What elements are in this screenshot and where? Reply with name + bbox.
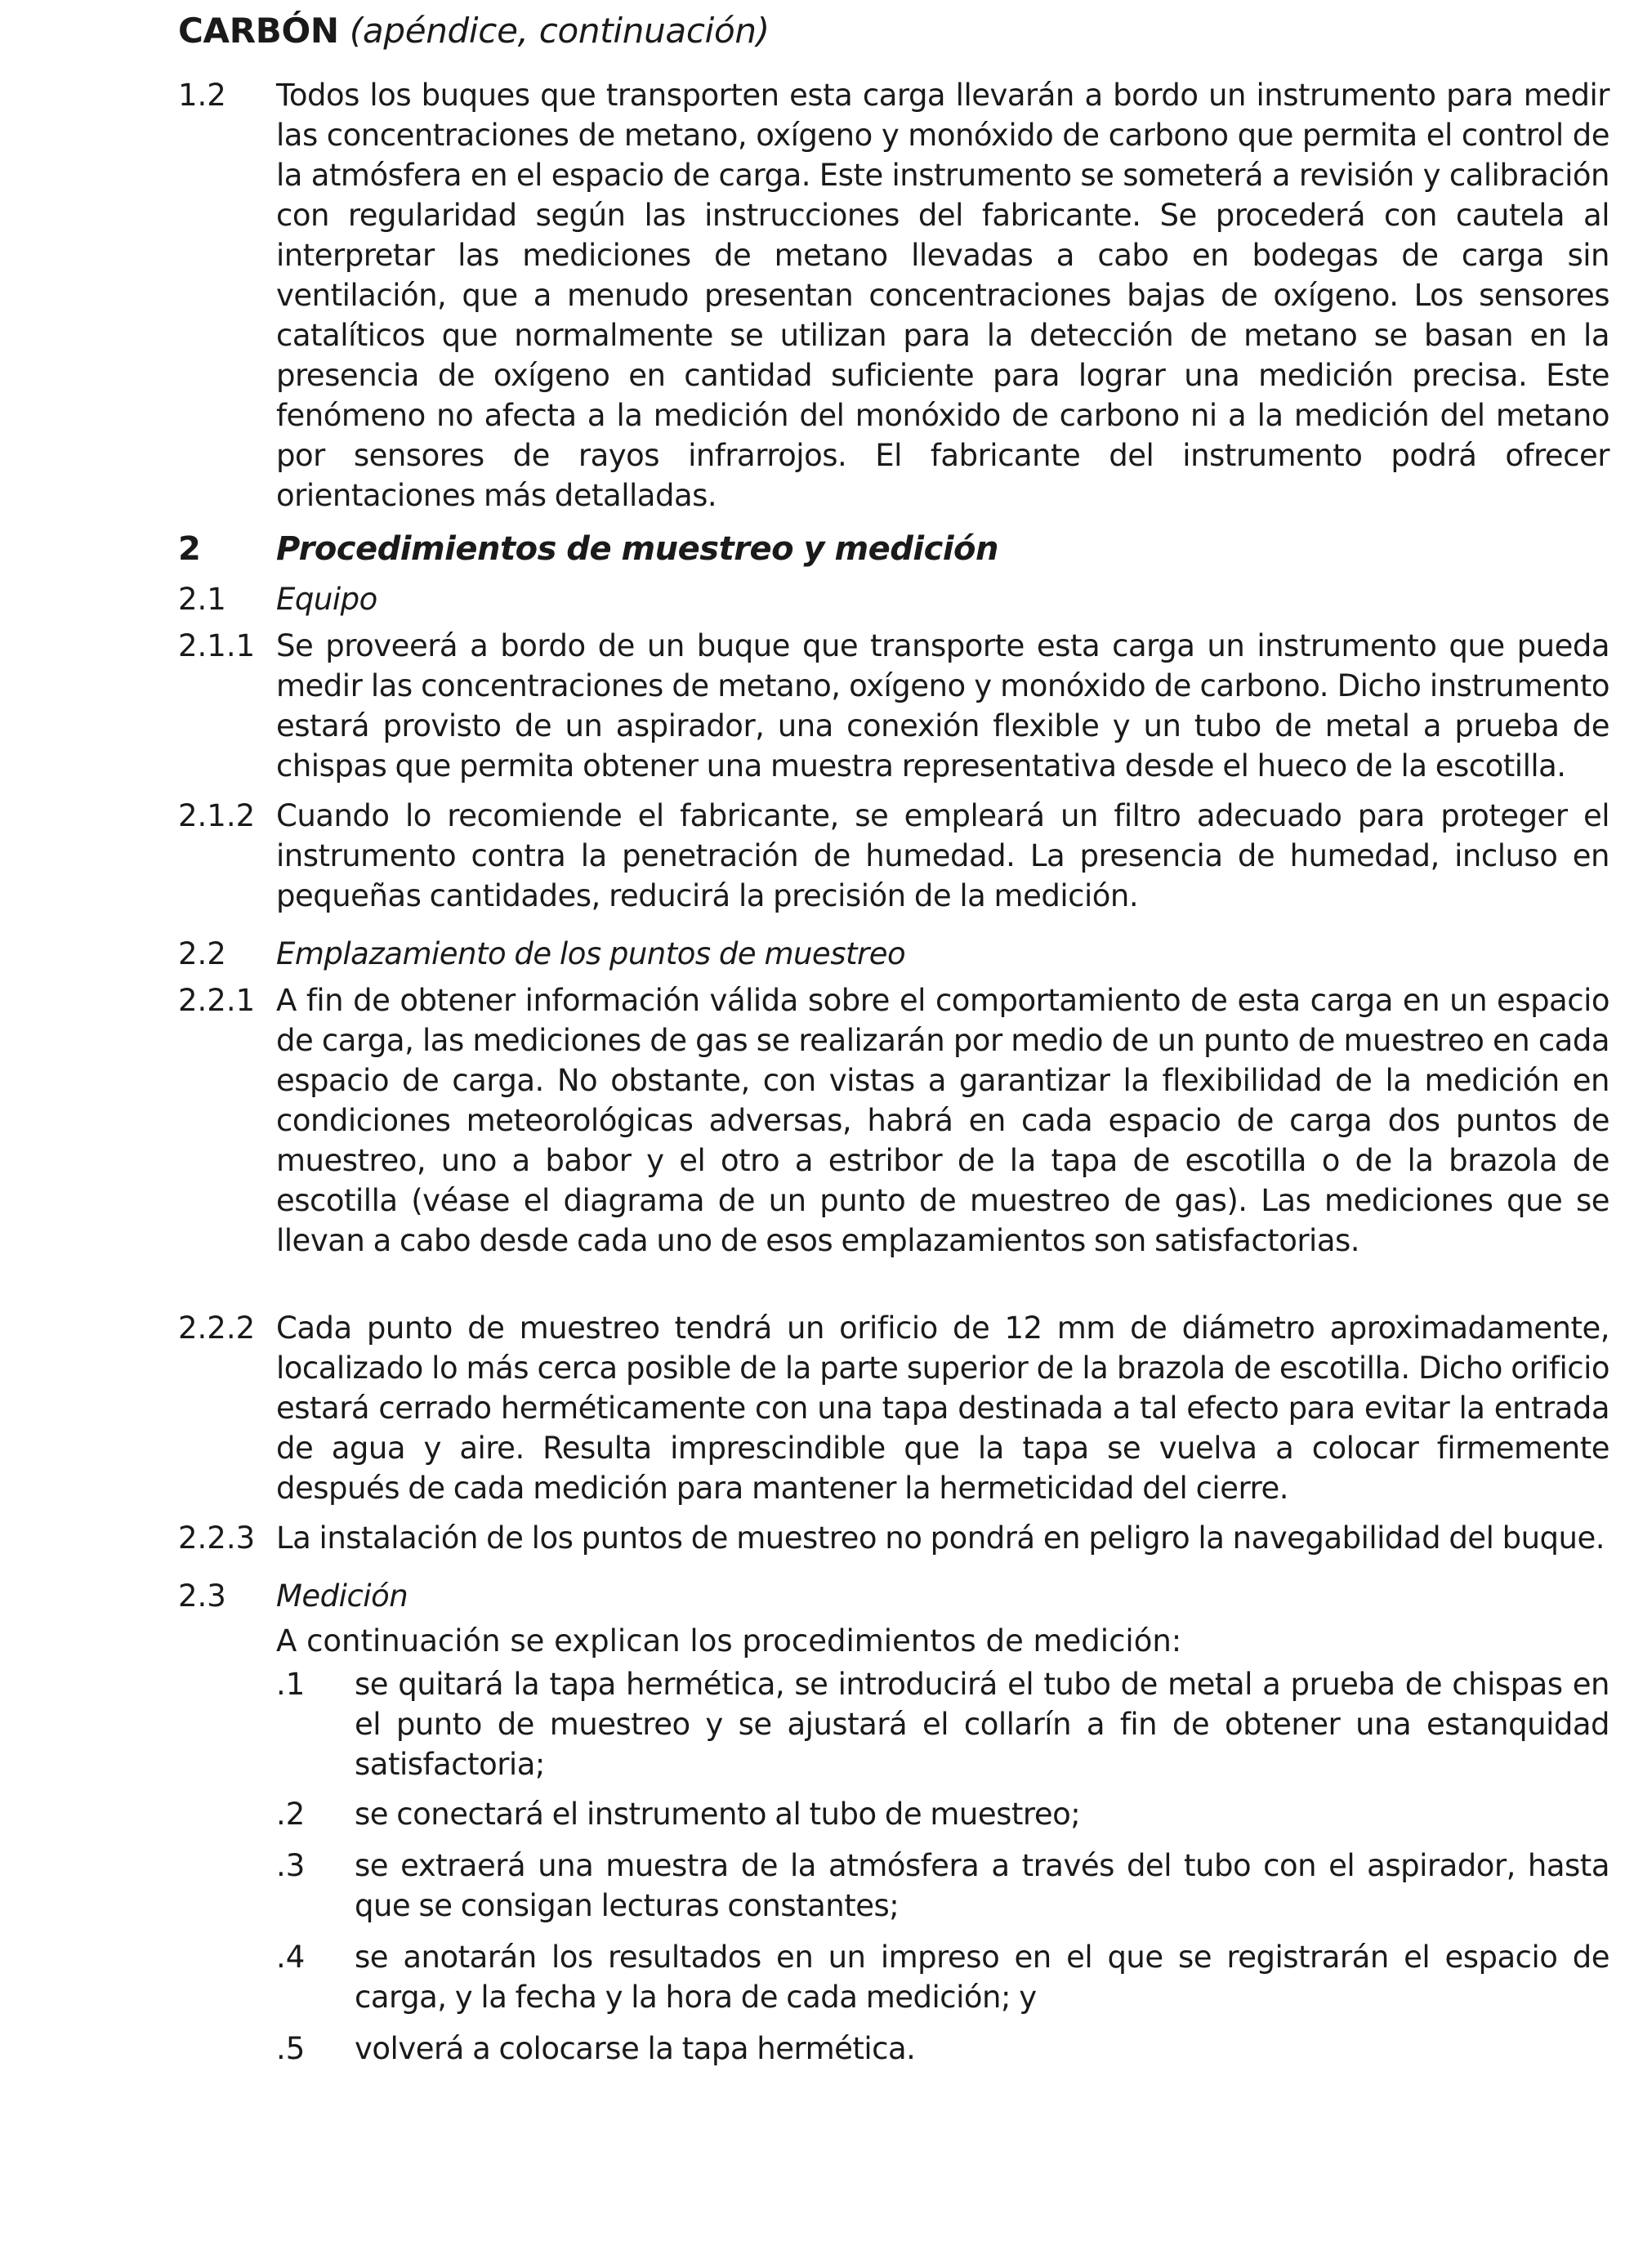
section-1-2 [178,75,1609,516]
list-item [276,1664,1609,1784]
section-subheading: Emplazamiento de los puntos de muestreo [276,936,906,971]
list-item-text: se anotarán los resultados en un impreso en el que se registrarán el espacio de carga, y la fecha y la hora de cada medición; y [355,1940,1609,2015]
page-content [178,0,1609,2069]
section-subheading: Medición [276,1578,408,1614]
measurement-intro: A continuación se explican los procedimientos de medición: [276,1623,1182,1659]
section-number: 2.1.1 [178,628,256,663]
section-text: Cada punto de muestreo tendrá un orificio de 12 mm de diámetro aproximadamente, localizado lo más cerca posible de la parte superior de la brazola de escotilla. Dicho orificio estará cerrado herméticamente con una tapa destinada a tal efecto para evitar la entrada de agua y aire. Resulta imprescindible que la tapa se vuelva a colocar firmemente después de cada medición para mantener la hermeticidad del cierre. [276,1310,1609,1506]
section-2-2-heading [178,934,1609,974]
section-text: Cuando lo recomiende el fabricante, se empleará un filtro adecuado para proteger el instrumento contra la penetración de humedad. La presencia de humedad, incluso en pequeñas cantidades, reducirá la precisión de la medición. [276,798,1609,913]
section-number: 2.2.3 [178,1520,256,1556]
section-2-heading [178,527,1609,571]
section-text: A fin de obtener información válida sobre el comportamiento de esta carga en un espacio de carga, las mediciones de gas se realizarán por medio de un punto de muestreo en cada espacio de carga. No obstante, con vistas a garantizar la flexibilidad de la medición en condiciones meteorológicas adversas, habrá en cada espacio de carga dos puntos de muestreo, uno a babor y el otro a estribor de la tapa de escotilla o de la brazola de escotilla (véase el diagrama de un punto de muestreo de gas). Las mediciones que se llevan a cabo desde cada uno de esos emplazamientos son satisfactorias. [276,983,1609,1258]
list-item [276,1846,1609,1926]
section-text: Se proveerá a bordo de un buque que transporte esta carga un instrumento que pueda medir las concentraciones de metano, oxígeno y monóxido de carbono. Dicho instrumento estará provisto de un aspirador, una conexión flexible y un tubo de metal a prueba de chispas que permita obtener una muestra representativa desde el hueco de la escotilla. [276,628,1609,784]
title-subtitle: (apéndice, continuación) [349,11,770,51]
section-number: 2.1.2 [178,798,256,833]
page-title [178,0,1609,54]
list-item [276,1937,1609,2017]
list-item [276,2029,1609,2069]
list-item-number: .2 [276,1797,306,1832]
section-2-1-1 [178,626,1609,786]
list-item [276,1794,1609,1834]
list-item-text: se quitará la tapa hermética, se introducirá el tubo de metal a prueba de chispas en el punto de muestreo y se ajustará el collarín a fin de obtener una estanquidad satisfactoria; [355,1667,1609,1782]
list-item-number: .1 [276,1667,306,1702]
section-number: 2.1 [178,582,226,617]
list-item-number: .3 [276,1848,306,1883]
section-2-1-2 [178,796,1609,916]
section-number: 2.2.2 [178,1310,256,1346]
section-heading: Procedimientos de muestreo y medición [276,530,999,568]
list-item-text: se extraerá una muestra de la atmósfera a través del tubo con el aspirador, hasta que se consigan lecturas constantes; [355,1848,1609,1923]
section-2-3-heading [178,1576,1609,1616]
section-text: Todos los buques que transporten esta carga llevarán a bordo un instrumento para medir las concentraciones de metano, oxígeno y monóxido de carbono que permita el control de la atmósfera en el espacio de carga. Este instrumento se someterá a revisión y calibración con regularidad según las instrucciones del fabricante. Se procederá con cautela al interpretar las mediciones de metano llevadas a cabo en bodegas de carga sin ventilación, que a menudo presentan concentraciones bajas de oxígeno. Los sensores catalíticos que normalmente se utilizan para la detección de metano se basan en la presencia de oxígeno en cantidad suficiente para lograr una medición precisa. Este fenómeno no afecta a la medición del monóxido de carbono ni a la medición del metano por sensores de rayos infrarrojos. El fabricante del instrumento podrá ofrecer orientaciones más detalladas. [276,78,1609,513]
section-2-1-heading [178,579,1609,619]
section-number: 2 [178,530,201,568]
list-item-text: volverá a colocarse la tapa hermética. [355,2031,916,2066]
section-number: 1.2 [178,78,226,113]
list-item-number: .5 [276,2031,306,2066]
section-2-2-1 [178,980,1609,1261]
section-2-2-2 [178,1308,1609,1508]
section-number: 2.2.1 [178,983,256,1018]
list-item-number: .4 [276,1940,306,1975]
section-subheading: Equipo [276,582,377,617]
list-item-text: se conectará el instrumento al tubo de muestreo; [355,1797,1081,1832]
section-number: 2.2 [178,936,226,971]
section-2-2-3 [178,1518,1609,1558]
section-text: La instalación de los puntos de muestreo no pondrá en peligro la navegabilidad del buque. [276,1520,1605,1556]
title-main: CARBÓN [178,11,339,51]
section-number: 2.3 [178,1578,226,1614]
